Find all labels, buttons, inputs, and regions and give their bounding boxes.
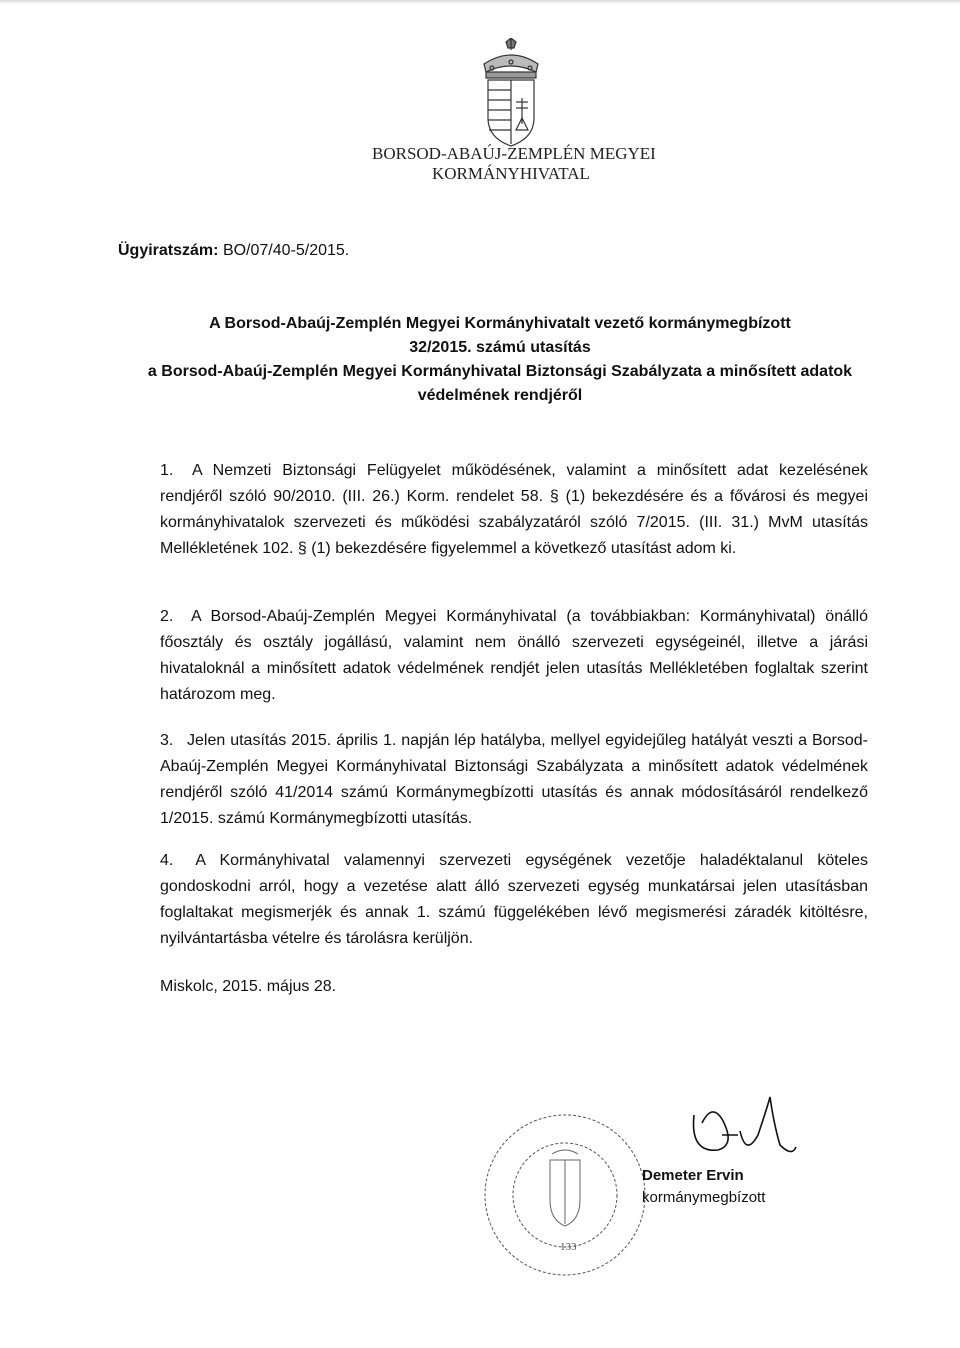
title-line-3: a Borsod-Abaúj-Zemplén Megyei Kormányhivatal Biztonsági Szabályzata a minősített adatok	[147, 363, 853, 380]
paragraph-3	[160, 728, 868, 832]
office-line-1: BORSOD-ABAÚJ-ZEMPLÉN MEGYEI	[372, 144, 656, 163]
paragraph-text: A Nemzeti Biztonsági Felügyelet működésének, valamint a minősített adat kezelésének rendjéről szóló 90/2010. (III. 26.) Korm. rendelet 58. § (1) bekezdésére és a fővárosi és megyei kormányhivatalok szervezeti és működési szabályzatáról szóló 7/2015. (III. 31.) MvM utasítás Mellékletének 102. § (1) bekezdésére figyelemmel a következő utasítást adom ki.	[160, 462, 868, 557]
document-title	[140, 312, 860, 408]
file-number-label: Ügyiratszám:	[118, 242, 219, 259]
title-line-1: A Borsod-Abaúj-Zemplén Megyei Kormányhivatalt vezető kormánymegbízott	[209, 315, 791, 332]
office-line-2: KORMÁNYHIVATAL	[432, 164, 590, 183]
coat-of-arms-icon	[468, 38, 554, 148]
paragraph-2	[160, 604, 868, 708]
paragraph-4	[160, 848, 868, 952]
handwritten-signature-icon	[688, 1095, 798, 1165]
paragraph-1	[160, 458, 868, 562]
paragraph-text: Jelen utasítás 2015. április 1. napján lép hatályba, mellyel egyidejűleg hatályát veszti a Borsod-Abaúj-Zemplén Megyei Kormányhivatal Biztonsági Szabályzata a minősített adatok védelmének rendjéről szóló 41/2014 számú Kormánymegbízotti utasítás és annak módosításáról rendelkező 1/2015. számú Kormánymegbízotti utasítás.	[160, 732, 868, 827]
file-number-value: BO/07/40-5/2015.	[222, 242, 350, 259]
signer-title: kormánymegbízott	[642, 1189, 766, 1206]
paragraph-number: 2.	[160, 608, 174, 625]
place-and-date: Miskolc, 2015. május 28.	[160, 978, 337, 995]
paragraph-number: 1.	[160, 462, 174, 479]
title-line-4: védelmének rendjéről	[417, 387, 583, 404]
paragraph-number: 4.	[160, 852, 174, 869]
signer-block	[642, 1165, 765, 1209]
paragraph-text: A Kormányhivatal valamennyi szervezeti egységének vezetője haladéktalanul köteles gondoskodni arról, hogy a vezetése alatt álló szervezeti egység munkatársai jelen utasításban foglaltakat megismerjék és annak 1. számú függelékében lévő megismerési záradék kitöltésre, nyilvántartásba vételre és tárolásra kerüljön.	[160, 852, 869, 947]
issuing-office	[372, 144, 672, 184]
official-seal-icon	[480, 1110, 650, 1280]
signer-name: Demeter Ervin	[642, 1167, 744, 1184]
seal-number: 133	[560, 1241, 577, 1253]
paragraph-text: A Borsod-Abaúj-Zemplén Megyei Kormányhivatal (a továbbiakban: Kormányhivatal) önálló főosztály és osztály jogállású, valamint nem önálló szervezeti egységeinél, illetve a járási hivataloknál a minősített adatok védelmének rendjét jelen utasítás Mellékletében foglaltak szerint határozom meg.	[160, 608, 868, 703]
paragraph-number: 3.	[160, 732, 174, 749]
title-line-2: 32/2015. számú utasítás	[409, 339, 591, 356]
file-number	[118, 242, 349, 260]
scan-edge	[0, 0, 960, 4]
